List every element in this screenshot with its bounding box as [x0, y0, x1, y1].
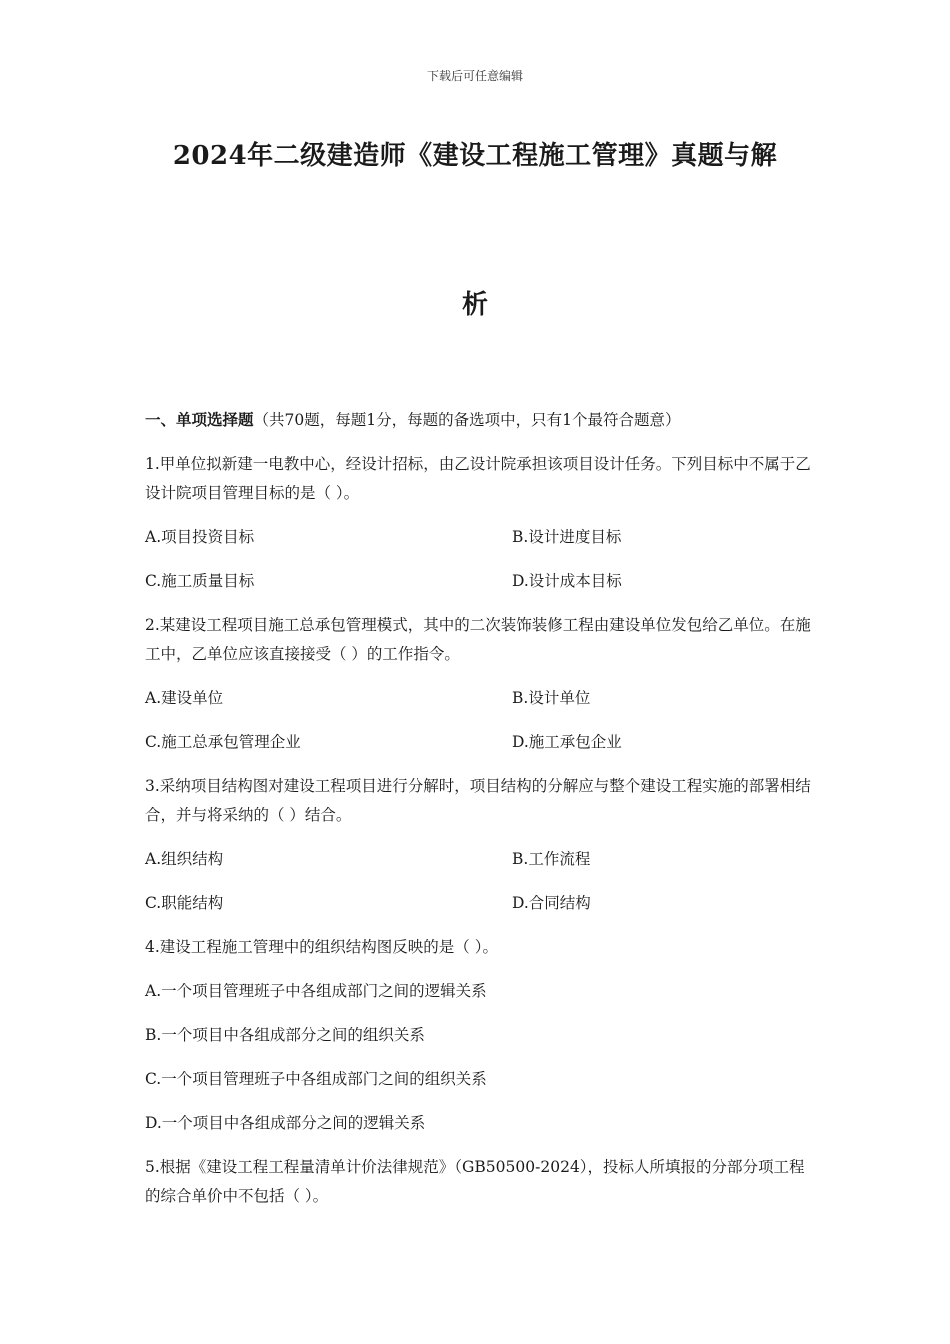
option-row	[145, 567, 815, 596]
option: C.职能结构	[145, 894, 224, 912]
option: D.一个项目中各组成部分之间的逻辑关系	[145, 1114, 426, 1132]
document-title-continuation: 析	[461, 290, 488, 320]
option: A.项目投资目标	[145, 528, 255, 546]
option: A.组织结构	[145, 850, 224, 868]
section-heading-label: 一、单项选择题	[145, 410, 254, 429]
question-stem: 1.甲单位拟新建一电教中心，经设计招标，由乙设计院承担该项目设计任务。下列目标中不属于乙设计院项目管理目标的是（ ）。	[145, 455, 811, 502]
option: A.建设单位	[145, 689, 224, 707]
question-stem: 5.根据《建设工程工程量清单计价法律规范》（GB50500-2024），投标人所填报的分部分项工程的综合单价中不包括（ ）。	[145, 1158, 805, 1205]
question-stem: 3.采纳项目结构图对建设工程项目进行分解时，项目结构的分解应与整个建设工程实施的部署相结合，并与将采纳的（ ）结合。	[145, 777, 811, 824]
question-stem: 2.某建设工程项目施工总承包管理模式，其中的二次装饰装修工程由建设单位发包给乙单位。在施工中，乙单位应该直接接受（ ）的工作指令。	[145, 616, 811, 663]
option: B.工作流程	[512, 850, 591, 868]
option: A.一个项目管理班子中各组成部门之间的逻辑关系	[145, 982, 487, 1000]
document-body	[145, 405, 815, 1226]
option: C.施工质量目标	[145, 572, 255, 590]
option: D.设计成本目标	[512, 572, 622, 590]
section-heading-note: （共70题，每题1分，每题的备选项中，只有1个最符合题意）	[253, 411, 681, 429]
option-row	[145, 845, 815, 874]
question-stem: 4.建设工程施工管理中的组织结构图反映的是（ ）。	[145, 938, 498, 956]
option-row	[145, 684, 815, 713]
option: B.一个项目中各组成部分之间的组织关系	[145, 1026, 425, 1044]
option: C.一个项目管理班子中各组成部门之间的组织关系	[145, 1070, 487, 1088]
document-title: 2024年二级建造师《建设工程施工管理》真题与解	[172, 141, 778, 171]
option-row	[145, 889, 815, 918]
option: B.设计单位	[512, 689, 591, 707]
option-row	[145, 523, 815, 552]
header-note: 下载后可任意编辑	[426, 69, 523, 83]
option-row	[145, 728, 815, 757]
section-heading	[145, 405, 815, 435]
option: D.施工承包企业	[512, 733, 622, 751]
option: D.合同结构	[512, 894, 591, 912]
option: B.设计进度目标	[512, 528, 622, 546]
option: C.施工总承包管理企业	[145, 733, 301, 751]
